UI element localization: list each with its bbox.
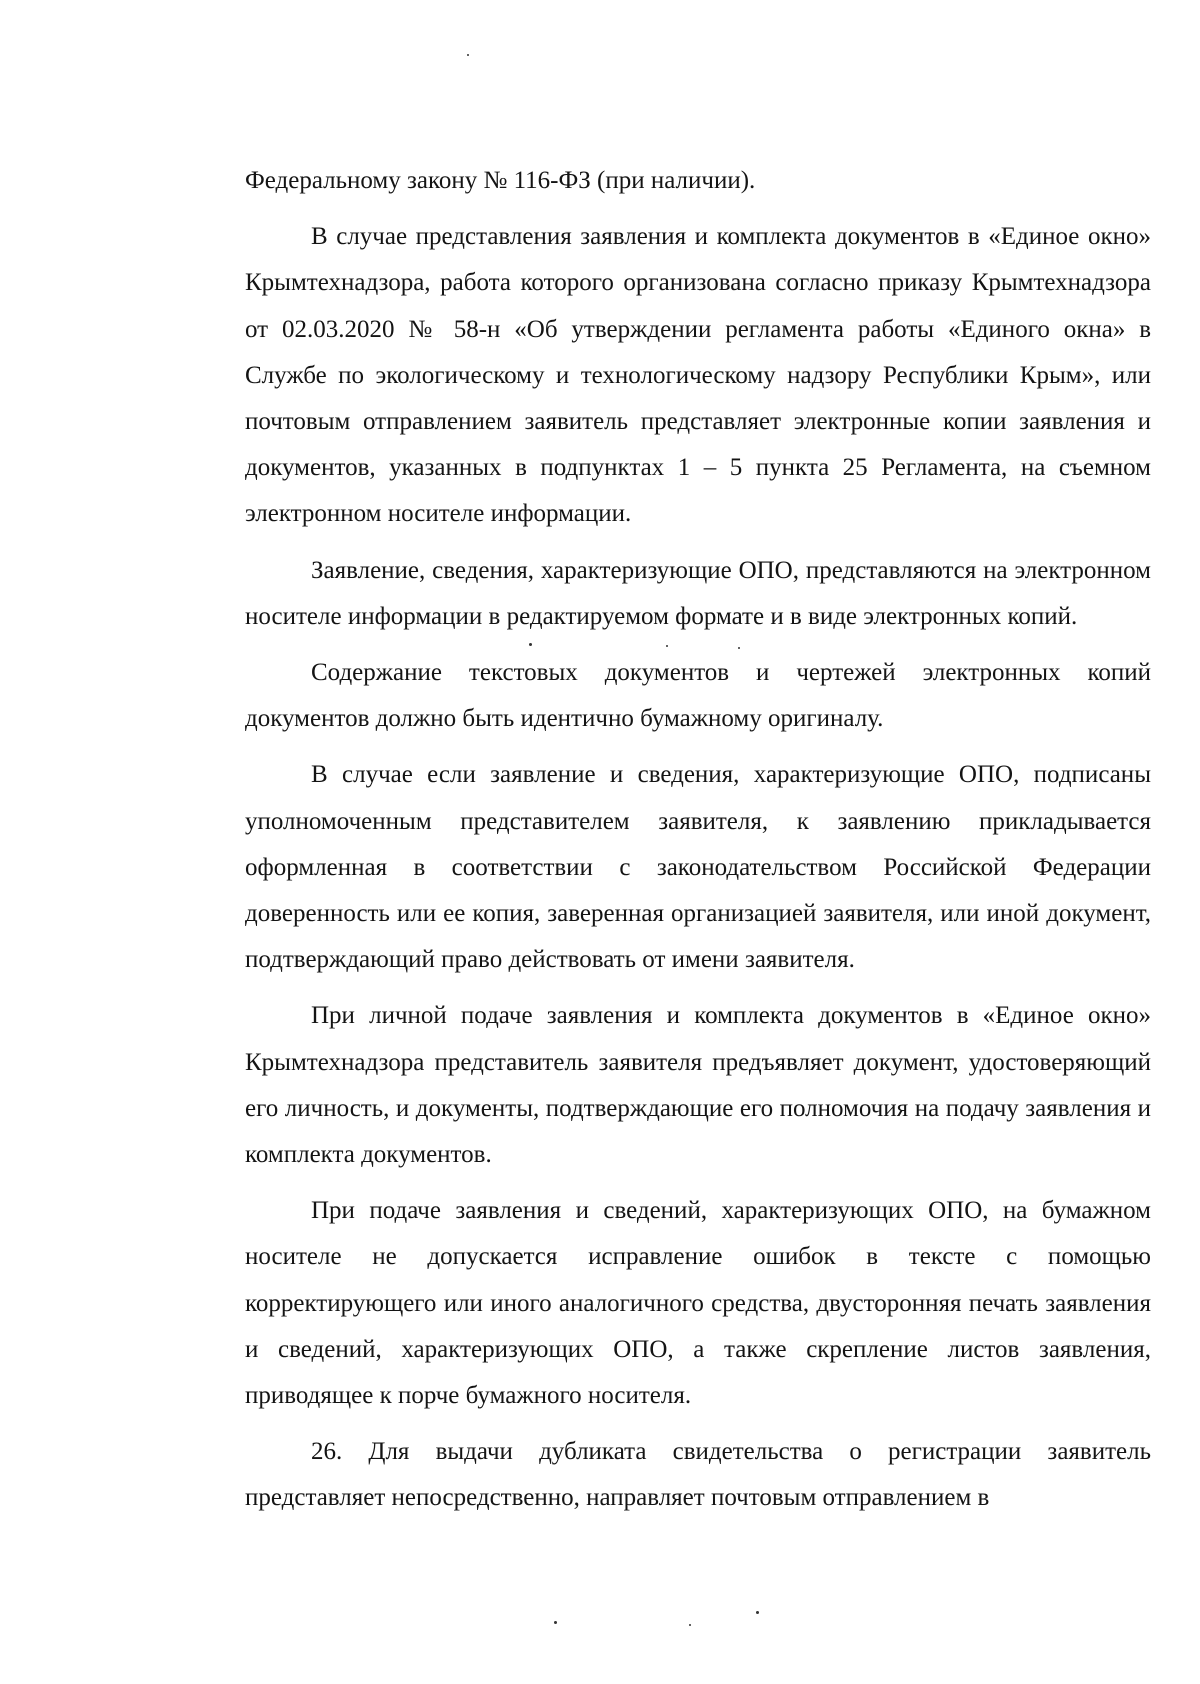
paragraph-representative: В случае если заявление и сведения, характеризующие ОПО, подписаны уполномоченным представителем заявителя, к заявлению прикладывается оформленная в соответствии с законодательством Российской Федерации доверенность или ее копия, заверенная организацией заявителя, или иной документ, подтверждающий право действовать от имени заявителя. xyxy=(245,761,1151,974)
paragraph-electronic-format: Заявление, сведения, характеризующие ОПО, представляются на электронном носителе информации в редактируемом формате и в виде электронных копий. xyxy=(245,556,1151,630)
scan-speck xyxy=(689,1624,691,1626)
paragraph-identical-copies: Содержание текстовых документов и чертежей электронных копий документов должно быть идентично бумажному оригиналу. xyxy=(245,659,1151,733)
paragraph-item-26: 26. Для выдачи дубликата свидетельства о регистрации заявитель представляет непосредственно, направляет почтовым отправлением в xyxy=(245,1438,1151,1512)
paragraph-continuation: Федеральному закону № 116-ФЗ (при наличии). xyxy=(245,167,756,194)
document-body xyxy=(245,158,1151,1522)
scan-speck xyxy=(756,1611,759,1614)
scan-speck xyxy=(554,1621,557,1624)
paragraph-paper-corrections: При подаче заявления и сведений, характеризующих ОПО, на бумажном носителе не допускается исправление ошибок в тексте с помощью корректирующего или иного аналогичного средства, двусторонняя печать заявления и сведений, характеризующих ОПО, а также скрепление листов заявления, приводящее к порче бумажного носителя. xyxy=(245,1197,1151,1410)
scan-speck xyxy=(666,645,668,647)
scan-speck xyxy=(467,54,469,56)
paragraph-personal-submission: При личной подаче заявления и комплекта документов в «Единое окно» Крымтехнадзора представитель заявителя предъявляет документ, удостоверяющий его личность, и документы, подтверждающие его полномочия на подачу заявления и комплекта документов. xyxy=(245,1002,1151,1169)
scan-speck xyxy=(529,643,532,646)
paragraph-submission-copies: В случае представления заявления и комплекта документов в «Единое окно» Крымтехнадзора, работа которого организована согласно приказу Крымтехнадзора от 02.03.2020 № 58-н «Об утверждении регламента работы «Единого окна» в Службе по экологическому и технологическому надзору Республики Крым», или почтовым отправлением заявитель представляет электронные копии заявления и документов, указанных в подпунктах 1 – 5 пункта 25 Регламента, на съемном электронном носителе информации. xyxy=(245,223,1151,528)
scan-speck xyxy=(738,647,740,649)
